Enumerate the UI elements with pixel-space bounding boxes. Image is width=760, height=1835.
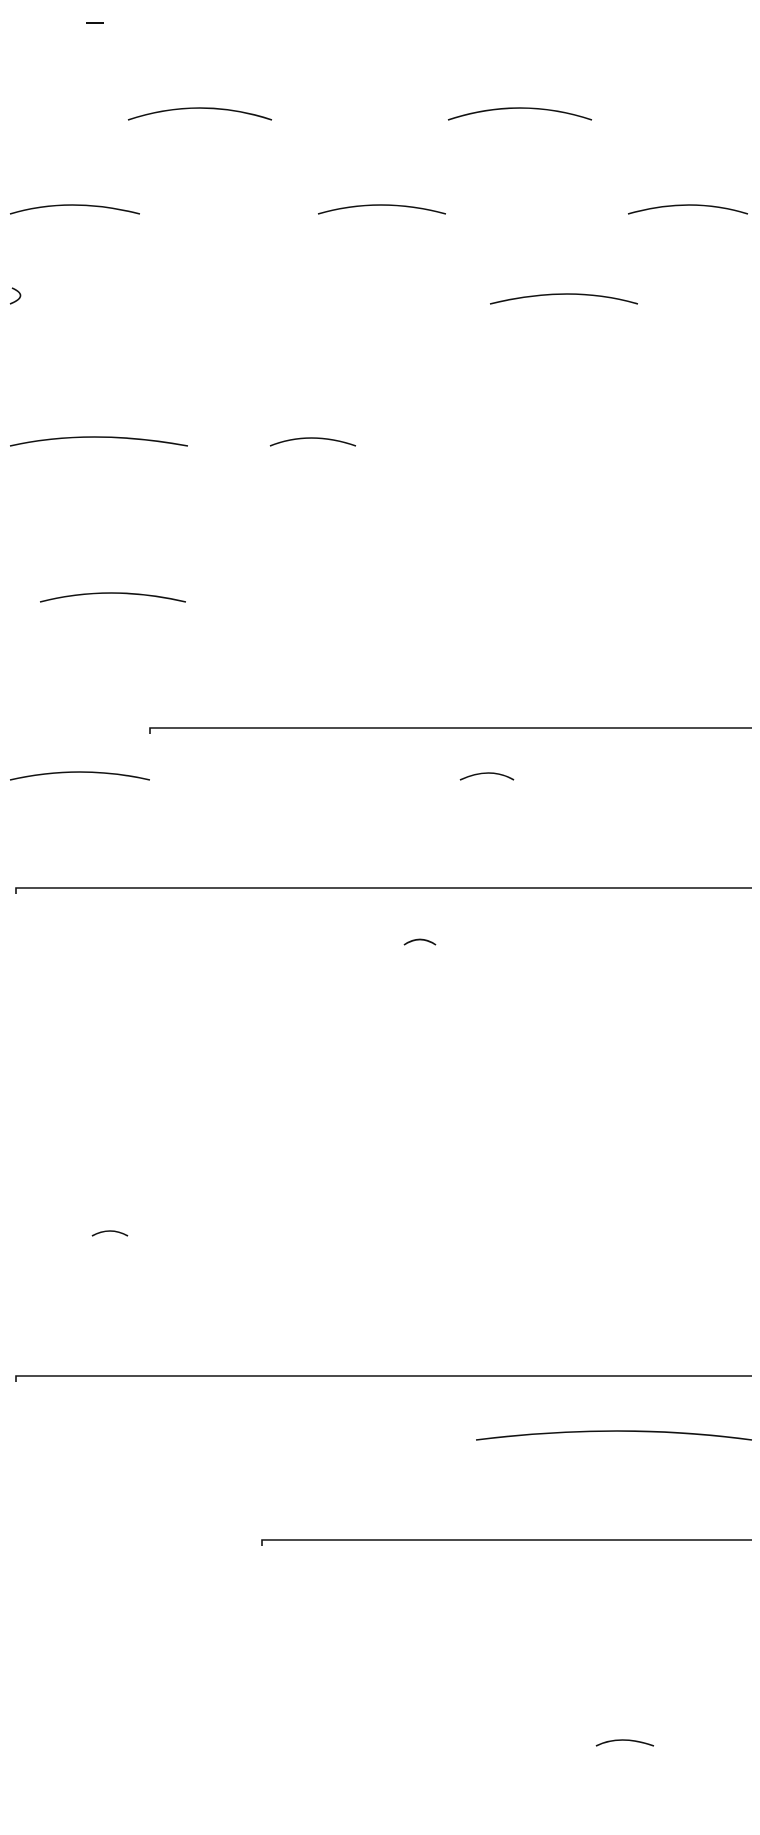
time-signature-line [86, 22, 104, 24]
